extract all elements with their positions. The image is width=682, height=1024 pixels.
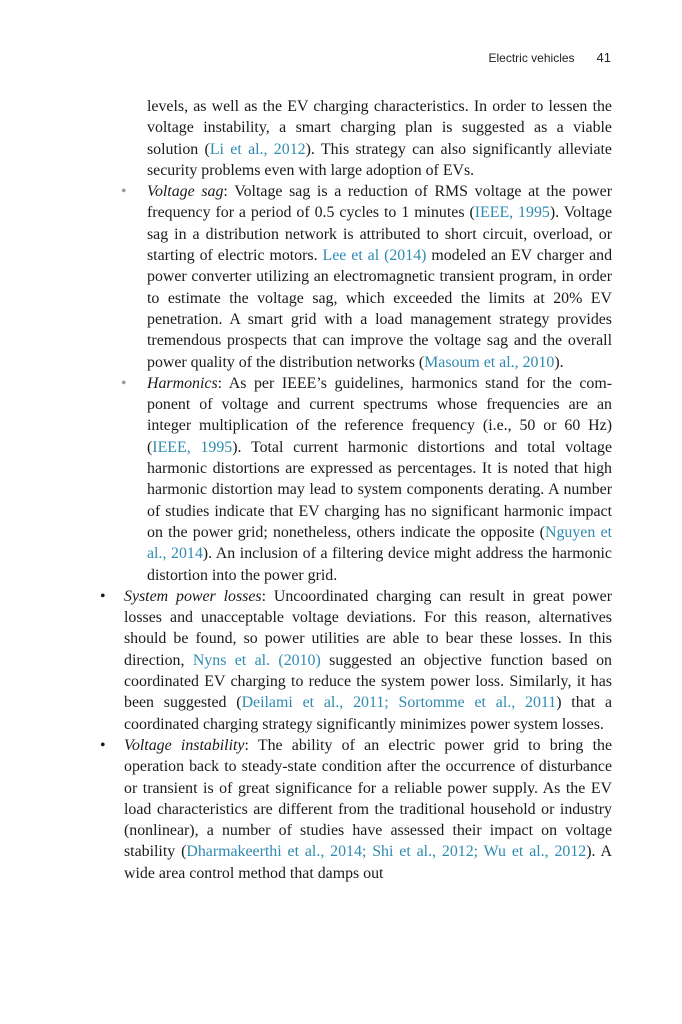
text-run: ). An inclusion of a filtering device might address the harmonic distortion into the power grid.	[147, 545, 612, 584]
list-item-voltage-instability	[100, 735, 612, 884]
continuation-paragraph	[100, 96, 612, 181]
citation-link[interactable]: Lee et al (2014)	[322, 247, 427, 265]
running-title: Electric vehicles	[488, 51, 575, 65]
citation-link[interactable]: Nyns et al. (2010)	[192, 651, 321, 669]
bullet-marker: •	[121, 374, 127, 392]
text-run: ). Voltage sag in a distribution network is attributed to short circuit, overload, or starting of electric motors.	[147, 204, 613, 265]
text-run: levels, as well as the EV charging characteristics. In order to lessen the voltage instability, a smart charging plan is suggested as a viable solution (	[147, 98, 612, 158]
text-run: modeled an EV charger and power converter utilizing an electromagnetic transient program, in order to estimate the voltage sag, which exceeded the limits at 20% EV penetration. A smart grid with a load management strategy provides tremendous prospects that can improve the voltage sag and the overall power quality of the distribution networks (	[147, 247, 613, 371]
citation-link[interactable]: IEEE, 1995	[474, 204, 550, 222]
text-run: : Uncoordinated charging can result in great power losses and unacceptable voltage deviations. For this reason, alternatives should be found, so power utilities are able to bear these losses. In this direction,	[124, 587, 612, 669]
running-head	[489, 50, 612, 68]
bullet-marker: •	[121, 183, 127, 201]
text-run: suggested an objective function based on coordinated EV charging to reduce the system power loss. Similarly, it has been suggested (	[124, 651, 612, 712]
term-label: Voltage sag	[147, 183, 224, 201]
list-item-voltage-sag	[100, 181, 612, 373]
text-run: ) that a coordinated charging strategy significantly minimizes power system losses.	[124, 694, 612, 733]
citation-link[interactable]: Deilami et al., 2011; Sortomme et al., 2011	[241, 694, 557, 712]
term-label: System power losses	[124, 587, 262, 605]
citation-link[interactable]: Li et al., 2012	[209, 140, 306, 158]
citation-link[interactable]: IEEE, 1995	[152, 438, 233, 456]
bullet-marker: •	[100, 587, 106, 605]
text-run: : Voltage sag is a reduction of RMS voltage at the power frequency for a period of 0.5 cycles to 1 minutes (	[147, 183, 613, 222]
body-text	[100, 96, 612, 884]
text-run: ). A wide area control method that damps out	[124, 843, 612, 882]
list-item-system-power-losses	[100, 586, 612, 735]
text-run: : As per IEEE’s guidelines, harmonics stand for the component of voltage and current spectrums whose frequencies are an integer multiplication of the reference frequency (i.e., 50 or 60 Hz) (	[147, 374, 612, 456]
text-run: ).	[554, 353, 564, 371]
bullet-marker: •	[100, 736, 106, 754]
citation-link[interactable]: Masoum et al., 2010	[424, 353, 555, 371]
text-run: ). This strategy can also significantly alleviate security problems even with large adoption of EVs.	[147, 140, 612, 179]
page-number: 41	[596, 50, 611, 65]
term-label: Voltage instability	[124, 736, 245, 754]
text-run: ). Total current harmonic distortions and total voltage harmonic distortions are expressed as percentages. It is noted that high harmonic distortion may lead to system components derating. A number of studies indicate that EV charging has no significant harmonic impact on the power grid; nonetheless, others indicate the opposite (	[147, 438, 613, 541]
term-label: Harmonics	[147, 374, 218, 392]
text-run: : The ability of an electric power grid to bring the operation back to steady-state condition after the occurrence of disturbance or transient is of great significance for a reliable power supply. As the EV load characteristics are different from the traditional household or industry (nonlinear), a number of studies have assessed their impact on voltage stability (	[124, 736, 612, 861]
list-item-harmonics	[100, 373, 612, 586]
citation-link[interactable]: Dharmakeerthi et al., 2014; Shi et al., 2012; Wu et al., 2012	[186, 843, 587, 861]
citation-link[interactable]: Nguyen et al., 2014	[147, 523, 612, 563]
